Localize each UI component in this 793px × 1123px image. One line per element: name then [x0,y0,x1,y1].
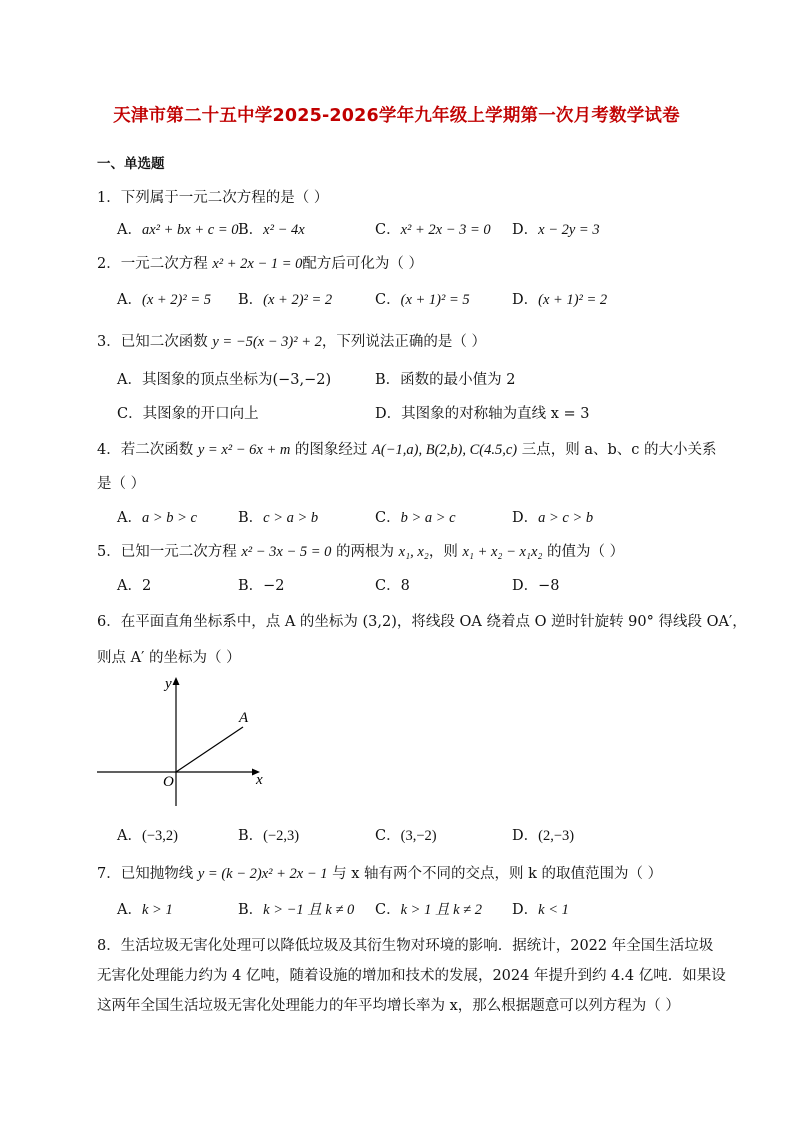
question-3-stem: 3．已知二次函数 y = −5(x − 3)² + 2，下列说法正确的是（ ） [97,334,486,350]
x-axis-label: x [256,772,263,788]
q7-option-b: B．k > −1 且 k ≠ 0 [238,902,355,918]
q6-option-d: D．(2,−3) [512,828,575,844]
question-8-line1: 8．生活垃圾无害化处理可以降低垃圾及其衍生物对环境的影响．据统计，2022 年全国生活垃圾 [97,938,714,954]
q1-option-b: B．x² − 4x [238,222,305,238]
q6-option-a: A．(−3,2) [117,828,178,844]
q4-option-b: B．c > a > b [238,510,319,526]
q2-option-c: C．(x + 1)² = 5 [375,292,470,308]
q2-option-a: A．(x + 2)² = 5 [117,292,211,308]
question-4-stem: 4．若二次函数 y = x² − 6x + m 的图象经过 A(−1,a), B(2,b), C(4.5,c) 三点，则 a、b、c 的大小关系 [97,442,717,458]
question-6-stem: 6．在平面直角坐标系中，点 A 的坐标为 (3,2)，将线段 OA 绕着点 O 逆时针旋转 90° 得线段 OA′， [97,614,747,630]
q4-option-a: A．a > b > c [117,510,197,526]
segment-oa [176,727,243,772]
q3-option-c: C．其图象的开口向上 [117,406,259,422]
q5-option-a: A．2 [117,578,152,594]
section-heading: 一、单选题 [97,156,165,172]
question-5-stem: 5．已知一元二次方程 x² − 3x − 5 = 0 的两根为 x₁, x₂，则 x₁ + x₂ − x₁x₂ 的值为（ ） [97,544,625,560]
q3-option-d: D．其图象的对称轴为直线 x = 3 [375,406,590,422]
question-2-stem: 2．一元二次方程 x² + 2x − 1 = 0配方后可化为（ ） [97,256,424,272]
q1-option-a: A．ax² + bx + c = 0 [117,222,239,238]
question-4-stem-line2: 是（ ） [97,476,146,492]
q4-option-c: C．b > a > c [375,510,456,526]
q5-option-d: D．−8 [512,578,560,594]
page-title: 天津市第二十五中学2025-2026学年九年级上学期第一次月考数学试卷 [113,106,680,126]
question-7-stem: 7．已知抛物线 y = (k − 2)x² + 2x − 1 与 x 轴有两个不同的交点，则 k 的取值范围为（ ） [97,866,663,882]
question-1-stem: 1．下列属于一元二次方程的是（ ） [97,190,329,206]
q1-option-d: D．x − 2y = 3 [512,222,600,238]
q7-option-a: A．k > 1 [117,902,173,918]
y-axis-arrow-icon [173,677,180,685]
q4-option-d: D．a > c > b [512,510,594,526]
question-8-line2: 无害化处理能力约为 4 亿吨，随着设施的增加和技术的发展，2024 年提升到约 4.4 亿吨．如果设 [97,968,726,984]
q1-option-c: C．x² + 2x − 3 = 0 [375,222,491,238]
q2-option-b: B．(x + 2)² = 2 [238,292,333,308]
coordinate-graph [95,672,275,812]
q7-option-d: D．k < 1 [512,902,569,918]
question-8-line3: 这两年全国生活垃圾无害化处理能力的年平均增长率为 x，那么根据题意可以列方程为（ ） [97,998,680,1014]
q5-option-c: C．8 [375,578,410,594]
point-a-label: A [239,710,249,726]
q6-option-c: C．(3,−2) [375,828,437,844]
question-6-stem-line2: 则点 A′ 的坐标为（ ） [97,650,241,666]
origin-label: O [163,774,174,790]
q7-option-c: C．k > 1 且 k ≠ 2 [375,902,482,918]
q5-option-b: B．−2 [238,578,285,594]
y-axis-label: y [165,676,172,692]
q6-option-b: B．(−2,3) [238,828,300,844]
q3-option-a: A．其图象的顶点坐标为(−3,−2) [117,372,332,388]
q2-option-d: D．(x + 1)² = 2 [512,292,608,308]
q3-option-b: B．函数的最小值为 2 [375,372,516,388]
